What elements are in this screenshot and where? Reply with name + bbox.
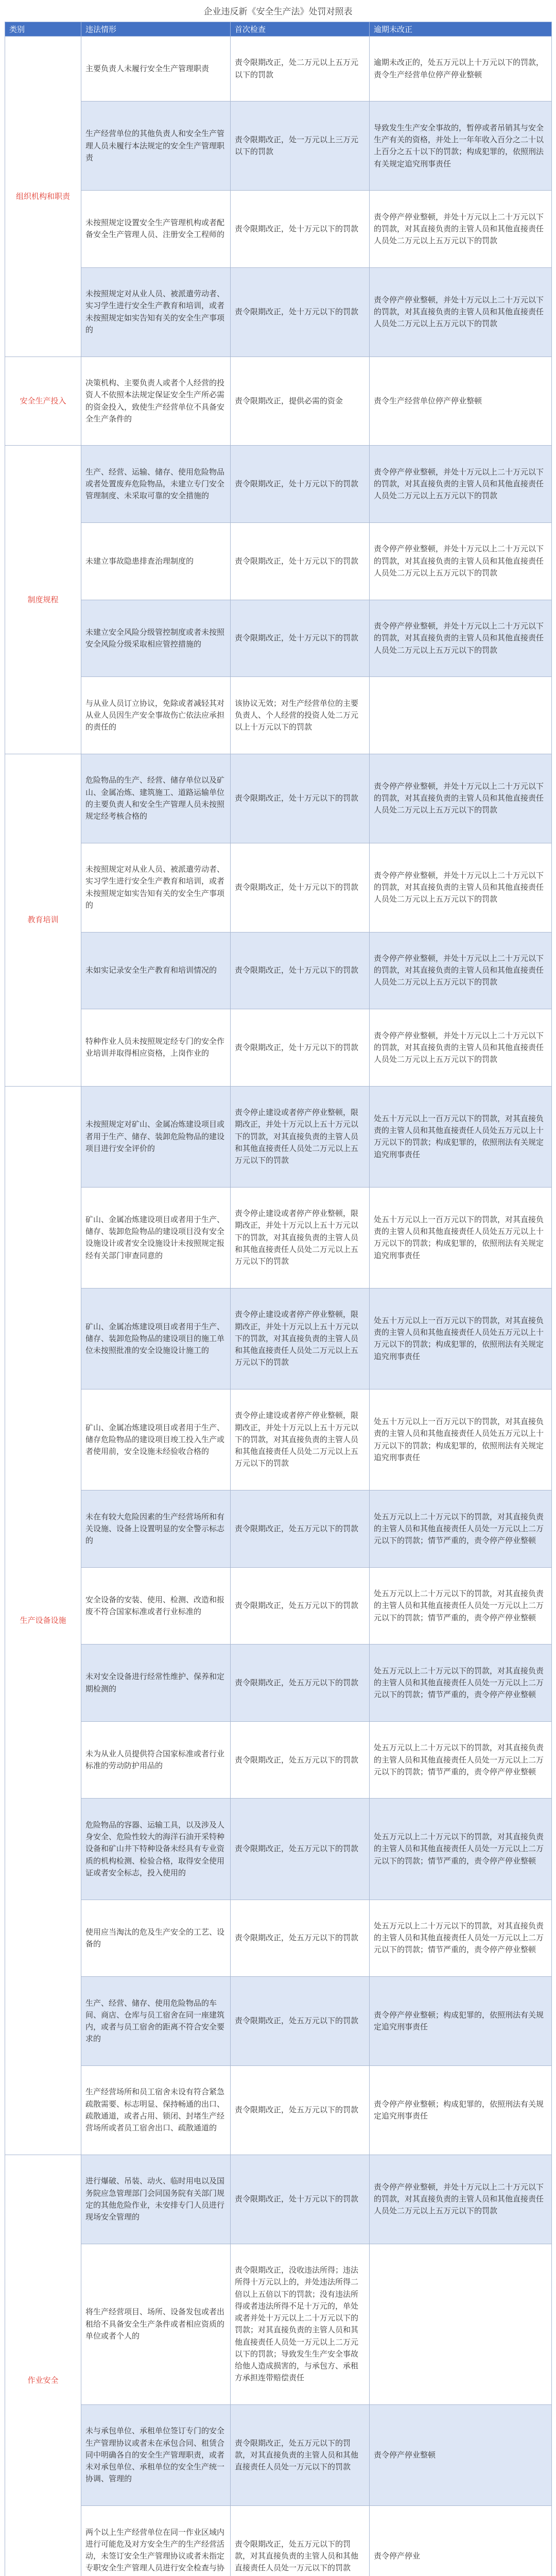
violation-cell: 矿山、金属冶炼建设项目或者用于生产、储存、装卸危险物品的建设项目没有安全设施设计或者安全设施设计未按照规定报经有关部门审查同意的 — [81, 1187, 231, 1288]
first-inspection-cell: 责令限期改正，处五万元以下的罚款 — [231, 1721, 370, 1799]
violation-cell: 未如实记录安全生产教育和培训情况的 — [81, 932, 231, 1009]
header-first-inspection: 首次检查 — [231, 22, 370, 37]
table-row — [5, 1721, 552, 1799]
page-title: 企业违反新《安全生产法》处罚对照表 — [203, 7, 353, 16]
table-row — [5, 2155, 552, 2244]
overdue-cell: 责令停产停业整顿，并处十万元以上二十万元以下的罚款，对其直接负责的主管人员和其他直接责任人员处二万元以上五万元以下的罚款 — [370, 191, 552, 268]
violation-cell: 两个以上生产经营单位在同一作业区域内进行可能危及对方安全生产的生产经营活动，未签订安全生产管理协议或者未指定专职安全生产管理人员进行安全检查与协 — [81, 2506, 231, 2576]
table-row — [5, 2405, 552, 2506]
violation-cell: 生产、经营、储存、使用危险物品的车间、商店、仓库与员工宿舍在同一座建筑内，或者与员工宿舍的距离不符合安全要求的 — [81, 1977, 231, 2066]
first-inspection-cell: 责令限期改正，处十万元以下的罚款 — [231, 600, 370, 677]
table-row — [5, 267, 552, 357]
overdue-cell: 责令停产停业整顿，并处十万元以上二十万元以下的罚款，对其直接负责的主管人员和其他直接责任人员处二万元以上五万元以下的罚款 — [370, 2155, 552, 2244]
overdue-cell: 处五万元以上二十万元以下的罚款，对其直接负责的主管人员和其他直接责任人员处一万元以上二万元以下的罚款；情节严重的，责令停产停业整顿 — [370, 1567, 552, 1645]
overdue-cell: 逾期未改正的，处五万元以上十万元以下的罚款，责令生产经营单位停产停业整顿 — [370, 37, 552, 101]
overdue-cell: 责令停产停业整顿，并处十万元以上二十万元以下的罚款，对其直接负责的主管人员和其他直接责任人员处二万元以上五万元以下的罚款 — [370, 754, 552, 843]
first-inspection-cell: 责令限期改正，处一万元以上三万元以下的罚款 — [231, 101, 370, 191]
overdue-cell: 责令生产经营单位停产停业整顿 — [370, 357, 552, 446]
violation-cell: 未在有较大危险因素的生产经营场所和有关设施、设备上设置明显的安全警示标志的 — [81, 1490, 231, 1568]
header-category: 类别 — [5, 22, 81, 37]
table-row — [5, 932, 552, 1009]
violation-cell: 危险物品的容器、运输工具，以及涉及人身安全、危险性较大的海洋石油开采特种设备和矿山井下特种设备未经具有专业资质的机构检测、检验合格，取得安全使用证或者安全标志，投入使用的 — [81, 1799, 231, 1900]
overdue-cell — [370, 677, 552, 754]
first-inspection-cell: 责令停止建设或者停产停业整顿，限期改正，并处十万元以上五十万元以下的罚款，对其直接负责的主管人员和其他直接责任人员处二万元以上五万元以下的罚款 — [231, 1086, 370, 1187]
first-inspection-cell: 责令停止建设或者停产停业整顿，限期改正，并处十万元以上五十万元以下的罚款，对其直接负责的主管人员和其他直接责任人员处二万元以上五万元以下的罚款 — [231, 1288, 370, 1389]
overdue-cell: 处五万元以上二十万元以下的罚款，对其直接负责的主管人员和其他直接责任人员处一万元以上二万元以下的罚款；情节严重的，责令停产停业整顿 — [370, 1721, 552, 1799]
table-row — [5, 1977, 552, 2066]
overdue-cell — [370, 2244, 552, 2404]
overdue-cell: 责令停产停业整顿，并处十万元以上二十万元以下的罚款，对其直接负责的主管人员和其他直接责任人员处二万元以上五万元以下的罚款 — [370, 1009, 552, 1087]
overdue-cell: 处五万元以上二十万元以下的罚款，对其直接负责的主管人员和其他直接责任人员处一万元以上二万元以下的罚款；情节严重的，责令停产停业整顿 — [370, 1645, 552, 1722]
table-row — [5, 2244, 552, 2404]
category-cell: 制度规程 — [5, 446, 81, 754]
violation-cell: 矿山、金属冶炼建设项目或者用于生产、储存危险物品的建设项目竣工投入生产或者使用前，安全设施未经验收合格的 — [81, 1389, 231, 1490]
category-cell: 生产设备设施 — [5, 1086, 81, 2155]
table-row — [5, 357, 552, 446]
overdue-cell: 责令停产停业整顿，并处十万元以上二十万元以下的罚款，对其直接负责的主管人员和其他直接责任人员处二万元以上五万元以下的罚款 — [370, 600, 552, 677]
first-inspection-cell: 责令限期改正，处五万元以下的罚款 — [231, 1977, 370, 2066]
first-inspection-cell: 责令停止建设或者停产停业整顿，限期改正，并处十万元以上五十万元以下的罚款，对其直接负责的主管人员和其他直接责任人员处二万元以上五万元以下的罚款 — [231, 1389, 370, 1490]
header-violation: 违法情形 — [81, 22, 231, 37]
overdue-cell: 责令停产停业整顿，并处十万元以上二十万元以下的罚款，对其直接负责的主管人员和其他直接责任人员处二万元以上五万元以下的罚款 — [370, 267, 552, 357]
table-row — [5, 37, 552, 101]
first-inspection-cell: 责令限期改正，处十万元以下的罚款 — [231, 267, 370, 357]
table-row — [5, 1799, 552, 1900]
violation-cell: 未对安全设备进行经常性维护、保养和定期检测的 — [81, 1645, 231, 1722]
violation-cell: 特种作业人员未按照规定经专门的安全作业培训并取得相应资格，上岗作业的 — [81, 1009, 231, 1087]
first-inspection-cell: 责令限期改正，处五万元以下的罚款 — [231, 1567, 370, 1645]
first-inspection-cell: 责令限期改正，处十万元以下的罚款 — [231, 932, 370, 1009]
overdue-cell: 处五十万元以上一百万元以下的罚款，对其直接负责的主管人员和其他直接责任人员处五万元以上十万元以下的罚款；构成犯罪的，依照刑法有关规定追究刑事责任 — [370, 1086, 552, 1187]
violation-cell: 使用应当淘汰的危及生产安全的工艺、设备的 — [81, 1900, 231, 1977]
violation-cell: 未按照规定对从业人员、被派遣劳动者、实习学生进行安全生产教育和培训，或者未按照规定如实告知有关的安全生产事项的 — [81, 267, 231, 357]
first-inspection-cell: 责令限期改正，处十万元以下的罚款 — [231, 523, 370, 600]
overdue-cell: 处五万元以上二十万元以下的罚款，对其直接负责的主管人员和其他直接责任人员处一万元以上二万元以下的罚款；情节严重的，责令停产停业整顿 — [370, 1799, 552, 1900]
penalty-table — [5, 22, 552, 2576]
category-cell: 教育培训 — [5, 754, 81, 1086]
violation-cell: 未为从业人员提供符合国家标准或者行业标准的劳动防护用品的 — [81, 1721, 231, 1799]
violation-cell: 矿山、金属冶炼建设项目或者用于生产、储存、装卸危险物品的建设项目的施工单位未按照批准的安全设施设计施工的 — [81, 1288, 231, 1389]
table-row — [5, 1900, 552, 1977]
first-inspection-cell: 责令停止建设或者停产停业整顿，限期改正，并处十万元以上五十万元以下的罚款，对其直接负责的主管人员和其他直接责任人员处二万元以上五万元以下的罚款 — [231, 1187, 370, 1288]
category-cell: 作业安全 — [5, 2155, 81, 2576]
table-row — [5, 101, 552, 191]
overdue-cell: 责令停产停业整顿，并处十万元以上二十万元以下的罚款，对其直接负责的主管人员和其他直接责任人员处二万元以上五万元以下的罚款 — [370, 932, 552, 1009]
first-inspection-cell: 责令限期改正，处五万元以下的罚款 — [231, 1645, 370, 1722]
violation-cell: 未按照规定设置安全生产管理机构或者配备安全生产管理人员、注册安全工程师的 — [81, 191, 231, 268]
table-row — [5, 754, 552, 843]
overdue-cell: 导致发生生产安全事故的，暂停或者吊销其与安全生产有关的资格，并处上一年年收入百分之二十以上百分之五十以下的罚款；构成犯罪的，依照刑法有关规定追究刑事责任 — [370, 101, 552, 191]
overdue-cell: 责令停产停业整顿，并处十万元以上二十万元以下的罚款，对其直接负责的主管人员和其他直接责任人员处二万元以上五万元以下的罚款 — [370, 843, 552, 932]
table-row — [5, 1086, 552, 1187]
table-row — [5, 1645, 552, 1722]
table-row — [5, 2506, 552, 2576]
violation-cell: 未建立事故隐患排查治理制度的 — [81, 523, 231, 600]
first-inspection-cell: 责令限期改正，处十万元以下的罚款 — [231, 2155, 370, 2244]
overdue-cell: 责令停产停业整顿；构成犯罪的，依照刑法有关规定追究刑事责任 — [370, 2066, 552, 2155]
first-inspection-cell: 责令限期改正，处五万元以下的罚款 — [231, 1799, 370, 1900]
table-row — [5, 523, 552, 600]
violation-cell: 进行爆破、吊装、动火、临时用电以及国务院应急管理部门会同国务院有关部门规定的其他危险作业，未安排专门人员进行现场安全管理的 — [81, 2155, 231, 2244]
first-inspection-cell: 该协议无效；对生产经营单位的主要负责人、个人经营的投资人处二万元以上十万元以下的罚款 — [231, 677, 370, 754]
overdue-cell: 处五十万元以上一百万元以下的罚款，对其直接负责的主管人员和其他直接责任人员处五万元以上十万元以下的罚款；构成犯罪的，依照刑法有关规定追究刑事责任 — [370, 1187, 552, 1288]
table-header-row — [5, 22, 552, 37]
violation-cell: 将生产经营项目、场所、设备发包或者出租给不具备安全生产条件或者相应资质的单位或者个人的 — [81, 2244, 231, 2404]
overdue-cell: 责令停产停业 — [370, 2506, 552, 2576]
first-inspection-cell: 责令限期改正，处二万元以上五万元以下的罚款 — [231, 37, 370, 101]
table-row — [5, 1009, 552, 1087]
category-cell: 安全生产投入 — [5, 357, 81, 446]
table-row — [5, 600, 552, 677]
overdue-cell: 责令停产停业整顿；构成犯罪的，依照刑法有关规定追究刑事责任 — [370, 1977, 552, 2066]
overdue-cell: 责令停产停业整顿，并处十万元以上二十万元以下的罚款，对其直接负责的主管人员和其他直接责任人员处二万元以上五万元以下的罚款 — [370, 523, 552, 600]
table-row — [5, 1567, 552, 1645]
violation-cell: 与从业人员订立协议，免除或者减轻其对从业人员因生产安全事故伤亡依法应承担的责任的 — [81, 677, 231, 754]
violation-cell: 安全设备的安装、使用、检测、改造和报废不符合国家标准或者行业标准的 — [81, 1567, 231, 1645]
first-inspection-cell: 责令限期改正，处十万元以下的罚款 — [231, 843, 370, 932]
violation-cell: 生产经营场所和员工宿舍未设有符合紧急疏散需要、标志明显、保持畅通的出口、疏散通道，或者占用、锁闭、封堵生产经营场所或者员工宿舍出口、疏散通道的 — [81, 2066, 231, 2155]
overdue-cell: 责令停产停业整顿，并处十万元以上二十万元以下的罚款，对其直接负责的主管人员和其他直接责任人员处二万元以上五万元以下的罚款 — [370, 446, 552, 523]
table-row — [5, 843, 552, 932]
overdue-cell: 处五十万元以上一百万元以下的罚款，对其直接负责的主管人员和其他直接责任人员处五万元以上十万元以下的罚款；构成犯罪的，依照刑法有关规定追究刑事责任 — [370, 1389, 552, 1490]
table-row — [5, 1288, 552, 1389]
table-row — [5, 1187, 552, 1288]
table-row — [5, 446, 552, 523]
table-row — [5, 2066, 552, 2155]
violation-cell: 生产、经营、运输、储存、使用危险物品或者处置废弃危险物品，未建立专门安全管理制度、未采取可靠的安全措施的 — [81, 446, 231, 523]
overdue-cell: 处五十万元以上一百万元以下的罚款，对其直接负责的主管人员和其他直接责任人员处五万元以上十万元以下的罚款；构成犯罪的，依照刑法有关规定追究刑事责任 — [370, 1288, 552, 1389]
table-row — [5, 677, 552, 754]
category-cell: 组织机构和职责 — [5, 37, 81, 357]
first-inspection-cell: 责令限期改正，处十万元以下的罚款 — [231, 446, 370, 523]
first-inspection-cell: 责令限期改正，没收违法所得；违法所得十万元以上的，并处违法所得二倍以上五倍以下的罚款；没有违法所得或者违法所得不足十万元的，单处或者并处十万元以上二十万元以下的罚款；对其直接负责的主管人员和其他直接责任人员处一万元以上二万元以下的罚款；导致发生生产安全事故给他人造成损害的，与承包方、承租方承担连带赔偿责任 — [231, 2244, 370, 2404]
first-inspection-cell: 责令限期改正，处五万元以下的罚款 — [231, 1900, 370, 1977]
violation-cell: 未按照规定对从业人员、被派遣劳动者、实习学生进行安全生产教育和培训，或者未按照规定如实告知有关的安全生产事项的 — [81, 843, 231, 932]
violation-cell: 决策机构、主要负责人或者个人经营的投资人不依照本法规定保证安全生产所必需的资金投入，致使生产经营单位不具备安全生产条件的 — [81, 357, 231, 446]
violation-cell: 未与承包单位、承租单位签订专门的安全生产管理协议或者未在承包合同、租赁合同中明确各自的安全生产管理职责，或者未对承包单位、承租单位的安全生产统一协调、管理的 — [81, 2405, 231, 2506]
table-body — [5, 37, 552, 2576]
first-inspection-cell: 责令限期改正，处十万元以下的罚款 — [231, 1009, 370, 1087]
violation-cell: 未按照规定对矿山、金属冶炼建设项目或者用于生产、储存、装卸危险物品的建设项目进行安全评价的 — [81, 1086, 231, 1187]
table-row — [5, 1389, 552, 1490]
first-inspection-cell: 责令限期改正，处五万元以下的罚款 — [231, 1490, 370, 1568]
violation-cell: 未建立安全风险分级管控制度或者未按照安全风险分级采取相应管控措施的 — [81, 600, 231, 677]
first-inspection-cell: 责令限期改正，提供必需的资金 — [231, 357, 370, 446]
first-inspection-cell: 责令限期改正，处五万元以下的罚款，对其直接负责的主管人员和其他直接责任人员处一万元以下的罚款 — [231, 2506, 370, 2576]
table-row — [5, 191, 552, 268]
first-inspection-cell: 责令限期改正，处五万元以下的罚款，对其直接负责的主管人员和其他直接责任人员处一万元以下的罚款 — [231, 2405, 370, 2506]
header-overdue: 逾期未改正 — [370, 22, 552, 37]
first-inspection-cell: 责令限期改正，处五万元以下的罚款 — [231, 2066, 370, 2155]
overdue-cell: 处五万元以上二十万元以下的罚款，对其直接负责的主管人员和其他直接责任人员处一万元以上二万元以下的罚款；情节严重的，责令停产停业整顿 — [370, 1900, 552, 1977]
violation-cell: 生产经营单位的其他负责人和安全生产管理人员未履行本法规定的安全生产管理职责 — [81, 101, 231, 191]
first-inspection-cell: 责令限期改正，处十万元以下的罚款 — [231, 754, 370, 843]
overdue-cell: 责令停产停业整顿 — [370, 2405, 552, 2506]
table-row — [5, 1490, 552, 1568]
first-inspection-cell: 责令限期改正，处十万元以下的罚款 — [231, 191, 370, 268]
overdue-cell: 处五万元以上二十万元以下的罚款，对其直接负责的主管人员和其他直接责任人员处一万元以上二万元以下的罚款；情节严重的，责令停产停业整顿 — [370, 1490, 552, 1568]
violation-cell: 主要负责人未履行安全生产管理职责 — [81, 37, 231, 101]
violation-cell: 危险物品的生产、经营、储存单位以及矿山、金属冶炼、建筑施工、道路运输单位的主要负责人和安全生产管理人员未按照规定经考核合格的 — [81, 754, 231, 843]
